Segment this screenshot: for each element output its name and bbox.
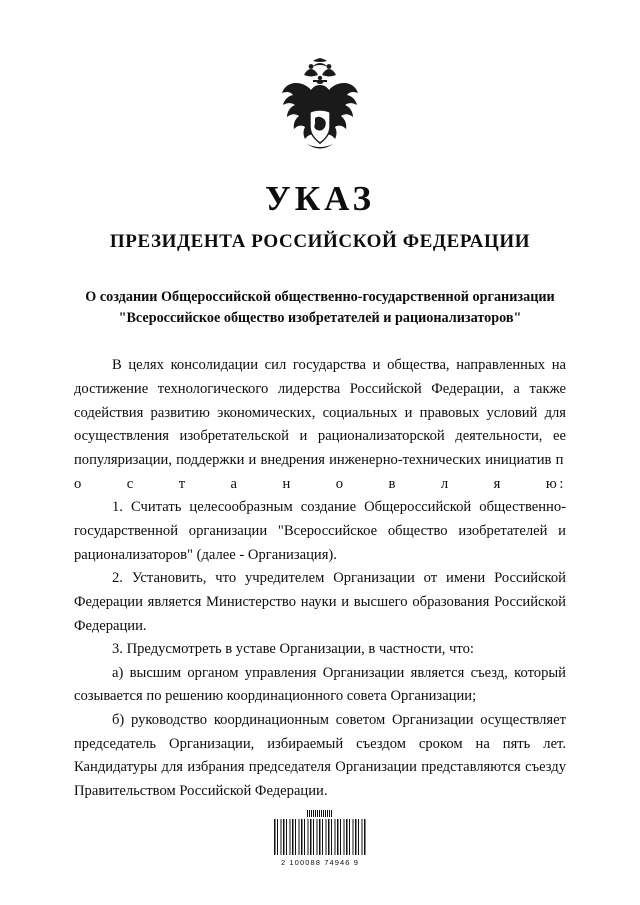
document-heading: О создании Общероссийской общественно-государственной организации "Всероссийское общество изобретателей и рационализаторов": [85, 289, 555, 326]
document-subtitle: ПРЕЗИДЕНТА РОССИЙСКОЙ ФЕДЕРАЦИИ: [109, 230, 531, 252]
page-title: УКАЗ: [265, 179, 375, 218]
decree-verb: п о с т а н о в л я ю:: [74, 452, 566, 492]
barcode-number: 2 100088 74946 9: [280, 858, 360, 867]
paragraph-preamble: [74, 354, 566, 496]
paragraph-text: В целях консолидации сил государства и общества, направленных на достижение технологического лидерства Российской Федерации, а также содействия развитию экономических, социальных и правовых условий для осуществления изобретательской и рационализаторской деятельности, ее популяризации, поддержки и внедрения инженерно-технических инициатив: [74, 357, 566, 469]
russian-coat-of-arms-icon: [274, 58, 366, 166]
paragraph-item-3a: а) высшим органом управления Организации является съезд, который созывается по решению координационного совета Организации;: [74, 664, 566, 705]
barcode-bars: [274, 819, 366, 855]
paragraph-item-2: 2. Установить, что учредителем Организации от имени Российской Федерации является Министерство науки и высшего образования Российской Федерации.: [74, 570, 566, 634]
emblem-container: [74, 0, 566, 166]
barcode-marker: [307, 810, 333, 817]
paragraph-item-3: 3. Предусмотреть в уставе Организации, в частности, что:: [112, 641, 474, 658]
barcode: [0, 810, 640, 867]
document-body: [74, 354, 566, 803]
paragraph-item-1: 1. Считать целесообразным создание Общероссийской общественно-государственной организации "Всероссийское общество изобретателей и рационализаторов" (далее - Организация).: [74, 499, 566, 563]
paragraph-item-3b: б) руководство координационным советом Организации осуществляет председатель Организации, избираемый съездом сроком на пять лет. Кандидатуры для избрания председателя Организации представляются съезду Правительством Российской Федерации.: [74, 712, 566, 800]
